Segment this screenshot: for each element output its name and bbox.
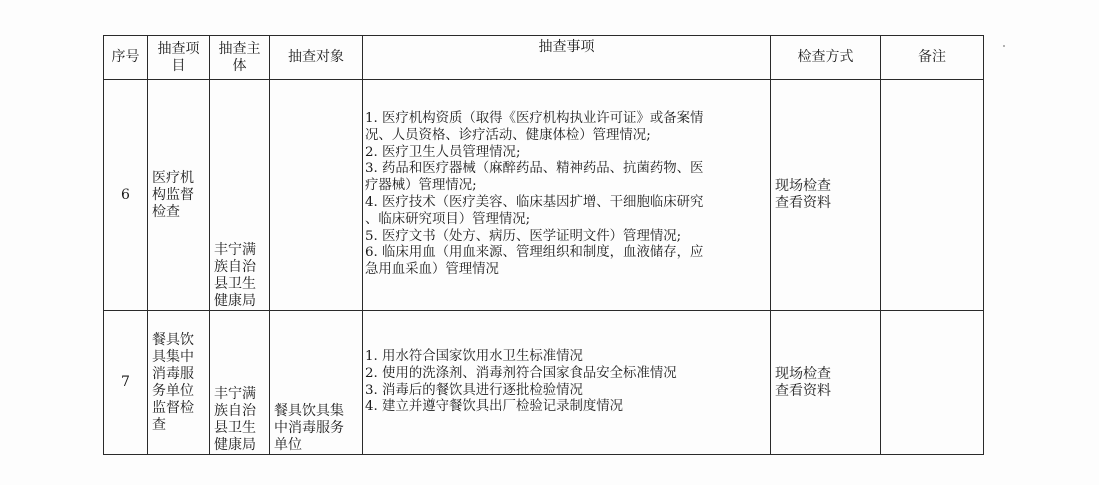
header-project-line-1: 抽查项 bbox=[157, 40, 200, 57]
row-method bbox=[771, 80, 881, 311]
header-method: 检查方式 bbox=[771, 36, 881, 80]
header-object: 抽查对象 bbox=[270, 36, 363, 80]
inspection-table bbox=[103, 35, 984, 455]
header-row bbox=[104, 36, 984, 80]
project-line: 医疗机 bbox=[152, 169, 194, 186]
project-line: 具集中 bbox=[152, 348, 194, 365]
row-no: 7 bbox=[104, 311, 148, 455]
header-remark: 备注 bbox=[881, 36, 984, 80]
item-line: 3. 消毒后的餐饮具进行逐批检验情况 bbox=[365, 382, 583, 398]
item-line: 3. 药品和医疗器械（麻醉药品、精神药品、抗菌药物、医 bbox=[365, 161, 704, 177]
header-subject-line-1: 抽查主 bbox=[218, 40, 261, 57]
item-line: 2. 使用的洗涤剂、消毒剂符合国家食品安全标准情况 bbox=[365, 365, 677, 381]
header-items: 抽查事项 bbox=[363, 36, 771, 80]
row-method bbox=[771, 311, 881, 455]
header-project-line-2: 目 bbox=[171, 57, 186, 74]
method-line: 查看资料 bbox=[775, 195, 831, 211]
row-no: 6 bbox=[104, 80, 148, 311]
project-line: 查 bbox=[152, 416, 166, 433]
project-line: 构监督 bbox=[152, 186, 194, 203]
row-subject bbox=[210, 80, 270, 311]
object-line: 单位 bbox=[274, 437, 302, 453]
method-line: 现场检查 bbox=[775, 365, 831, 382]
subject-line: 族自治 bbox=[214, 259, 256, 275]
header-subject bbox=[210, 36, 270, 80]
subject-line: 县卫生 bbox=[214, 276, 256, 292]
row-remark bbox=[881, 311, 984, 455]
row-project bbox=[148, 311, 210, 455]
row-remark bbox=[881, 80, 984, 311]
row-items bbox=[363, 311, 771, 455]
item-line: 急用血采血）管理情况 bbox=[365, 262, 499, 278]
subject-line: 健康局 bbox=[214, 293, 256, 309]
object-line: 中消毒服务 bbox=[274, 420, 344, 436]
scan-speck bbox=[1003, 45, 1005, 47]
item-line: 况、人员资格、诊疗活动、健康体检）管理情况; bbox=[365, 127, 651, 143]
item-line: 、临床研究项目）管理情况; bbox=[365, 211, 531, 227]
item-line: 疗器械）管理情况; bbox=[365, 178, 477, 194]
row-object bbox=[270, 80, 363, 311]
subject-line: 县卫生 bbox=[214, 420, 256, 436]
header-no: 序号 bbox=[104, 36, 148, 80]
method-line: 查看资料 bbox=[775, 382, 831, 399]
subject-line: 丰宁满 bbox=[214, 386, 256, 402]
item-line: 1. 医疗机构资质（取得《医疗机构执业许可证》或备案情 bbox=[365, 111, 704, 127]
project-line: 餐具饮 bbox=[152, 331, 194, 348]
item-line: 1. 用水符合国家饮用水卫生标准情况 bbox=[365, 348, 583, 364]
project-line: 消毒服 bbox=[152, 365, 194, 382]
row-object bbox=[270, 311, 363, 455]
item-line: 2. 医疗卫生人员管理情况; bbox=[365, 144, 521, 160]
subject-line: 丰宁满 bbox=[214, 242, 256, 258]
header-subject-line-2: 体 bbox=[232, 57, 247, 74]
project-line: 务单位 bbox=[152, 382, 194, 399]
header-project bbox=[148, 36, 210, 80]
row-project bbox=[148, 80, 210, 311]
method-line: 现场检查 bbox=[775, 178, 831, 194]
item-line: 5. 医疗文书（处方、病历、医学证明文件）管理情况; bbox=[365, 228, 682, 244]
project-line: 检查 bbox=[152, 203, 180, 220]
object-line: 餐具饮具集 bbox=[274, 403, 344, 419]
row-subject bbox=[210, 311, 270, 455]
item-line: 4. 医疗技术（医疗美容、临床基因扩增、干细胞临床研究 bbox=[365, 195, 704, 210]
item-line: 6. 临床用血（用血来源、管理组织和制度，血液储存，应 bbox=[365, 245, 704, 261]
project-line: 监督检 bbox=[152, 399, 194, 416]
subject-line: 健康局 bbox=[214, 437, 256, 453]
subject-line: 族自治 bbox=[214, 403, 256, 419]
row-items bbox=[363, 80, 771, 311]
table-row bbox=[104, 311, 984, 455]
item-line: 4. 建立并遵守餐饮具出厂检验记录制度情况 bbox=[365, 399, 624, 415]
table-row bbox=[104, 80, 984, 311]
